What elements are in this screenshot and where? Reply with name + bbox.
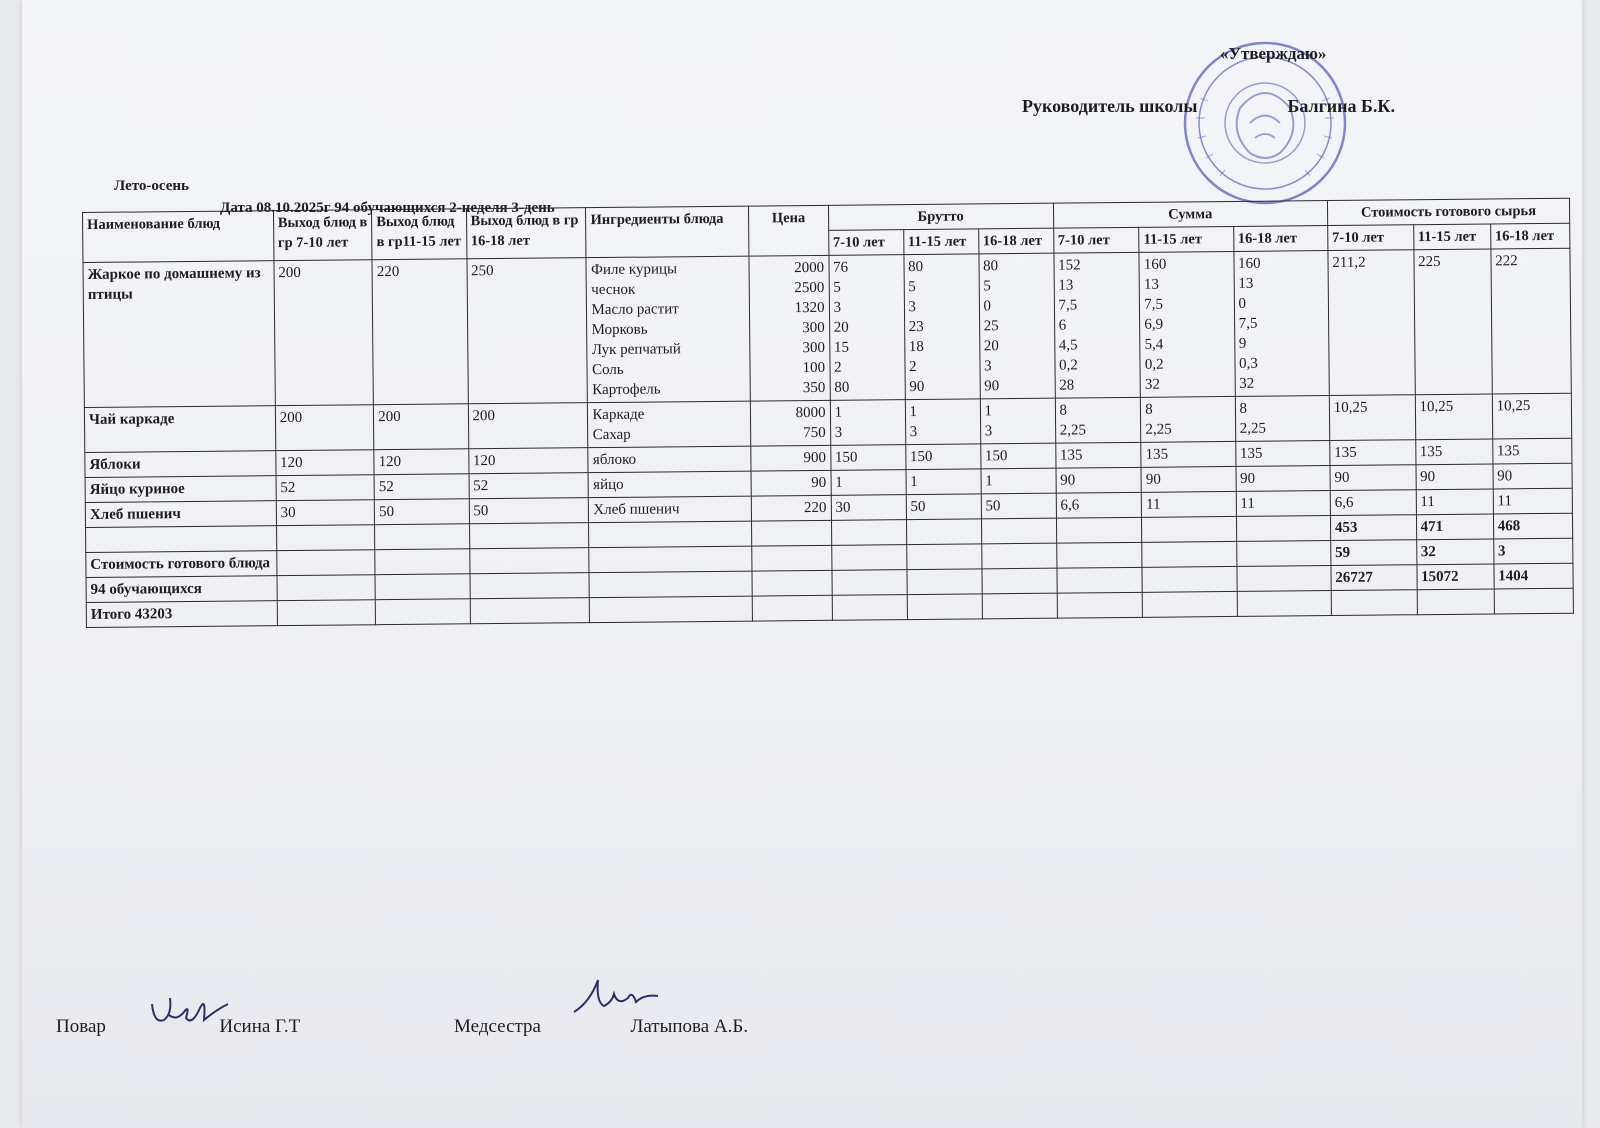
value: 0,2 — [1144, 356, 1164, 373]
value: 7,5 — [1238, 315, 1258, 332]
ingredients-cell — [588, 446, 751, 473]
brutto-7-10-cell — [831, 495, 906, 521]
nurse-name: Латыпова А.Б. — [630, 1016, 749, 1037]
value: 28 — [1059, 377, 1075, 394]
sum-7-10-cell — [1056, 467, 1142, 493]
out-7-10: 30 — [276, 500, 375, 526]
header-brutto-11-15: 11-15 лет — [903, 229, 978, 255]
value: 2,25 — [1145, 421, 1172, 438]
sum-16-18-cell — [1236, 466, 1331, 492]
dish-name: Яйцо куриное — [85, 476, 276, 503]
ingredient-name: чеснок — [591, 281, 636, 299]
value: 90 — [811, 474, 827, 492]
value: 1 — [835, 474, 843, 491]
value: 80 — [908, 258, 924, 276]
cost-11-15: 90 — [1416, 464, 1493, 490]
prices-cell — [752, 495, 832, 521]
cost-7-10: 90 — [1330, 465, 1416, 491]
value: 152 — [1058, 257, 1081, 274]
out-11-15: 120 — [374, 449, 469, 475]
ingredients-cell — [589, 496, 752, 523]
value: 220 — [803, 499, 827, 517]
sum-11-15-cell — [1141, 441, 1236, 467]
value: 300 — [802, 319, 825, 337]
header-out-16-18: Выход блюд в гр 16-18 лет — [466, 208, 586, 259]
cook-role: Повар — [56, 1016, 106, 1037]
sum-16-18-cell — [1236, 491, 1331, 517]
value: 2500 — [794, 279, 825, 297]
value: 5 — [833, 279, 841, 296]
out-7-10: 52 — [276, 475, 375, 501]
sum-11-15-cell — [1142, 491, 1237, 517]
out-16-18: 52 — [469, 473, 589, 499]
value: 50 — [985, 498, 1001, 515]
value: 30 — [835, 499, 851, 516]
value: 2,25 — [1239, 420, 1266, 437]
menu-table-body — [83, 248, 1572, 527]
value: 8 — [1239, 400, 1248, 417]
value: 3 — [984, 423, 993, 440]
cook-handwritten-signature — [146, 990, 236, 1036]
head-role: Руководитель школы — [1022, 96, 1198, 116]
value: 11 — [1240, 495, 1255, 512]
school-head-line — [1022, 96, 1395, 117]
header-dish: Наименование блюд — [83, 211, 274, 263]
value: 2 — [834, 359, 842, 376]
value: 25 — [983, 318, 999, 335]
dish-name: Жаркое по домашнему из птицы — [83, 261, 275, 408]
value: 150 — [984, 448, 1008, 465]
value: 32 — [1239, 375, 1255, 392]
value: 1 — [984, 403, 993, 420]
value: 90 — [1145, 471, 1161, 488]
brutto-7-10-cell — [829, 255, 905, 401]
cost-16-18: 10,25 — [1492, 393, 1572, 439]
out-11-15: 50 — [375, 499, 470, 525]
value: 150 — [834, 449, 858, 466]
sum-11-15-cell — [1139, 251, 1235, 397]
value: 76 — [833, 259, 849, 276]
value: 5 — [908, 278, 916, 296]
document-sheet — [22, 0, 1582, 1128]
value: 300 — [802, 339, 825, 357]
value: 13 — [1143, 276, 1160, 293]
value: 15 — [833, 339, 849, 356]
ingredient-name: Сахар — [592, 426, 631, 444]
value: 1 — [909, 403, 918, 421]
cost-11-15: 11 — [1416, 489, 1493, 515]
value: 150 — [909, 448, 933, 466]
header-cost-7-10: 7-10 лет — [1327, 225, 1413, 251]
out-11-15: 200 — [374, 404, 469, 450]
cost-16-18: 11 — [1493, 488, 1573, 514]
out-16-18: 250 — [466, 258, 587, 404]
out-7-10: 120 — [275, 450, 374, 476]
ingredient-name: Каркаде — [592, 406, 645, 424]
cost-7-10: 6,6 — [1330, 490, 1416, 516]
brutto-11-15-cell — [906, 494, 981, 520]
dish-name: Яблоки — [85, 451, 276, 478]
value: 5,4 — [1144, 336, 1164, 353]
cost-11-15: 225 — [1413, 249, 1492, 395]
brutto-7-10-cell — [830, 400, 905, 446]
value: 13 — [1058, 277, 1074, 294]
brutto-16-18-cell — [978, 253, 1054, 399]
sum-7-10-cell — [1054, 252, 1141, 398]
brutto-16-18-cell — [981, 493, 1056, 519]
menu-table — [82, 198, 1574, 628]
sum-16-18-cell — [1235, 396, 1330, 442]
brutto-16-18-cell — [980, 443, 1055, 469]
value: 6,9 — [1144, 316, 1164, 333]
header-cost-11-15: 11-15 лет — [1413, 224, 1490, 250]
value: 80 — [983, 258, 999, 275]
dish-name: Чай каркаде — [84, 406, 275, 453]
out-11-15: 52 — [374, 474, 469, 500]
value: 1 — [985, 473, 993, 490]
ingredients-cell — [586, 256, 750, 403]
header-brutto: Брутто — [828, 203, 1053, 230]
cost-11-15: 135 — [1415, 439, 1492, 465]
prices-cell — [749, 255, 830, 401]
ingredient-name: Хлеб пшенич — [593, 501, 680, 519]
ingredient-name: Лук репчатый — [591, 341, 681, 359]
cost-7-10: 211,2 — [1328, 250, 1415, 396]
value: 8 — [1059, 402, 1068, 419]
brutto-7-10-cell — [830, 445, 905, 471]
cost-7-10: 10,25 — [1329, 395, 1415, 441]
value: 7,5 — [1144, 296, 1164, 313]
value: 900 — [803, 449, 827, 467]
ingredient-name: яйцо — [593, 476, 624, 494]
value: 3 — [833, 299, 842, 316]
header-sum-7-10: 7-10 лет — [1053, 227, 1139, 253]
value: 350 — [802, 379, 826, 397]
value: 6 — [1058, 317, 1067, 334]
value: 50 — [910, 498, 926, 516]
ingredient-name: Картофель — [592, 381, 661, 399]
total-cost-11-15: 471 — [1416, 514, 1493, 540]
value: 13 — [1238, 275, 1254, 292]
nurse-handwritten-signature — [570, 972, 662, 1020]
sum-16-18-cell — [1233, 251, 1329, 397]
value: 90 — [984, 378, 1000, 395]
students-cost-11-15: 15072 — [1416, 564, 1493, 590]
out-7-10: 200 — [275, 405, 374, 451]
header-out-7-10: Выход блюд в гр 7-10 лет — [273, 210, 372, 261]
header-price: Цена — [749, 205, 829, 256]
brutto-11-15-cell — [904, 254, 980, 400]
sum-7-10-cell — [1056, 492, 1142, 518]
value: 11 — [1146, 496, 1161, 513]
value: 2,25 — [1059, 422, 1087, 439]
cost-11-15: 10,25 — [1415, 394, 1493, 440]
dish-name: Хлеб пшенич — [85, 501, 276, 528]
value: 20 — [833, 319, 849, 336]
value: 20 — [983, 338, 999, 355]
cook-name: Исина Г.Т — [219, 1016, 301, 1037]
brutto-16-18-cell — [980, 398, 1055, 444]
out-16-18: 120 — [468, 448, 588, 474]
cost-7-10: 135 — [1330, 440, 1416, 466]
header-sum-16-18: 16-18 лет — [1233, 226, 1328, 252]
header-ingredients: Ингредиенты блюда — [586, 206, 749, 258]
date-line: Дата 08.10.2025г 94 обучающихся 2-неделя 3-день — [220, 200, 555, 216]
value: 90 — [909, 378, 925, 396]
out-16-18: 200 — [468, 403, 588, 449]
brutto-11-15-cell — [905, 444, 980, 470]
out-7-10: 200 — [274, 260, 374, 406]
total-cost-7-10: 453 — [1330, 515, 1416, 541]
value: 1 — [910, 473, 918, 491]
value: 0 — [1238, 295, 1247, 312]
dish-row — [83, 248, 1571, 407]
value: 80 — [834, 379, 850, 396]
students-cost-7-10: 26727 — [1331, 565, 1417, 591]
value: 2 — [909, 358, 917, 376]
value: 1 — [834, 404, 843, 421]
sum-7-10-cell — [1055, 397, 1141, 443]
total-cost-16-18: 468 — [1493, 513, 1573, 539]
cost-16-18: 90 — [1493, 463, 1573, 489]
dish-cost-7-10: 59 — [1331, 540, 1417, 566]
value: 32 — [1144, 376, 1161, 393]
prices-cell — [751, 400, 831, 446]
value: 135 — [1145, 446, 1169, 463]
ingredient-name: Соль — [591, 361, 624, 379]
approve-label: «Утверждаю» — [1220, 44, 1327, 63]
prices-cell — [751, 470, 831, 496]
header-cost-16-18: 16-18 лет — [1490, 223, 1570, 249]
students-label: 94 обучающихся — [86, 576, 277, 603]
value: 1320 — [794, 299, 825, 317]
value: 160 — [1143, 256, 1167, 273]
cost-16-18: 222 — [1491, 248, 1572, 394]
sum-11-15-cell — [1141, 466, 1236, 492]
ingredient-name: Морковь — [591, 321, 648, 339]
header-sum-11-15: 11-15 лет — [1139, 226, 1234, 252]
value: 0,3 — [1238, 355, 1258, 372]
out-11-15: 220 — [372, 259, 468, 405]
value: 90 — [1240, 470, 1256, 487]
dish-cost-11-15: 32 — [1416, 539, 1493, 565]
ingredients-cell — [589, 471, 752, 498]
value: 18 — [908, 338, 924, 356]
value: 135 — [1239, 445, 1263, 462]
value: 4,5 — [1058, 337, 1078, 354]
value: 3 — [834, 424, 843, 441]
dish-cost-16-18: 3 — [1493, 538, 1573, 564]
sum-7-10-cell — [1055, 442, 1141, 468]
ingredient-name: Филе курицы — [590, 261, 678, 279]
header-out-11-15: Выход блюд в гр11-15 лет — [372, 209, 467, 260]
brutto-11-15-cell — [906, 469, 981, 495]
value: 8 — [1145, 401, 1153, 418]
brutto-7-10-cell — [831, 470, 906, 496]
value: 8000 — [795, 404, 826, 422]
value: 135 — [1059, 447, 1083, 464]
dish-cost-label: Стоимость готового блюда — [86, 551, 277, 578]
header-brutto-7-10: 7-10 лет — [828, 230, 903, 256]
value: 2000 — [794, 259, 825, 277]
cost-16-18: 135 — [1492, 438, 1572, 464]
value: 160 — [1238, 255, 1261, 272]
header-raw-cost: Стоимость готового сырья — [1327, 198, 1569, 225]
ingredient-name: яблоко — [592, 451, 637, 469]
value: 3 — [983, 358, 992, 375]
sum-16-18-cell — [1235, 441, 1330, 467]
value: 3 — [908, 298, 917, 316]
header-brutto-16-18: 16-18 лет — [978, 228, 1053, 254]
out-16-18: 50 — [469, 498, 589, 524]
value: 0 — [983, 298, 992, 315]
brutto-16-18-cell — [981, 468, 1056, 494]
value: 100 — [802, 359, 826, 377]
value: 7,5 — [1058, 297, 1078, 314]
value: 90 — [1060, 472, 1076, 489]
nurse-role: Медсестра — [454, 1016, 541, 1037]
ingredient-name: Масло растит — [591, 301, 679, 319]
sum-11-15-cell — [1141, 396, 1236, 442]
season-label: Лето-осень — [114, 178, 189, 194]
value: 5 — [983, 278, 991, 295]
ingredients-cell — [588, 401, 751, 448]
value: 6,6 — [1060, 497, 1080, 514]
value: 3 — [909, 423, 918, 441]
header-sum: Сумма — [1053, 201, 1327, 229]
students-cost-16-18: 1404 — [1494, 563, 1574, 589]
head-name: Балгина Б.К. — [1287, 96, 1395, 116]
prices-cell — [751, 445, 831, 471]
value: 0,2 — [1059, 357, 1078, 374]
brutto-11-15-cell — [905, 399, 980, 445]
value: 750 — [803, 424, 826, 442]
value: 23 — [908, 318, 924, 336]
grand-total-label: Итого 43203 — [86, 601, 277, 628]
value: 9 — [1238, 335, 1247, 352]
